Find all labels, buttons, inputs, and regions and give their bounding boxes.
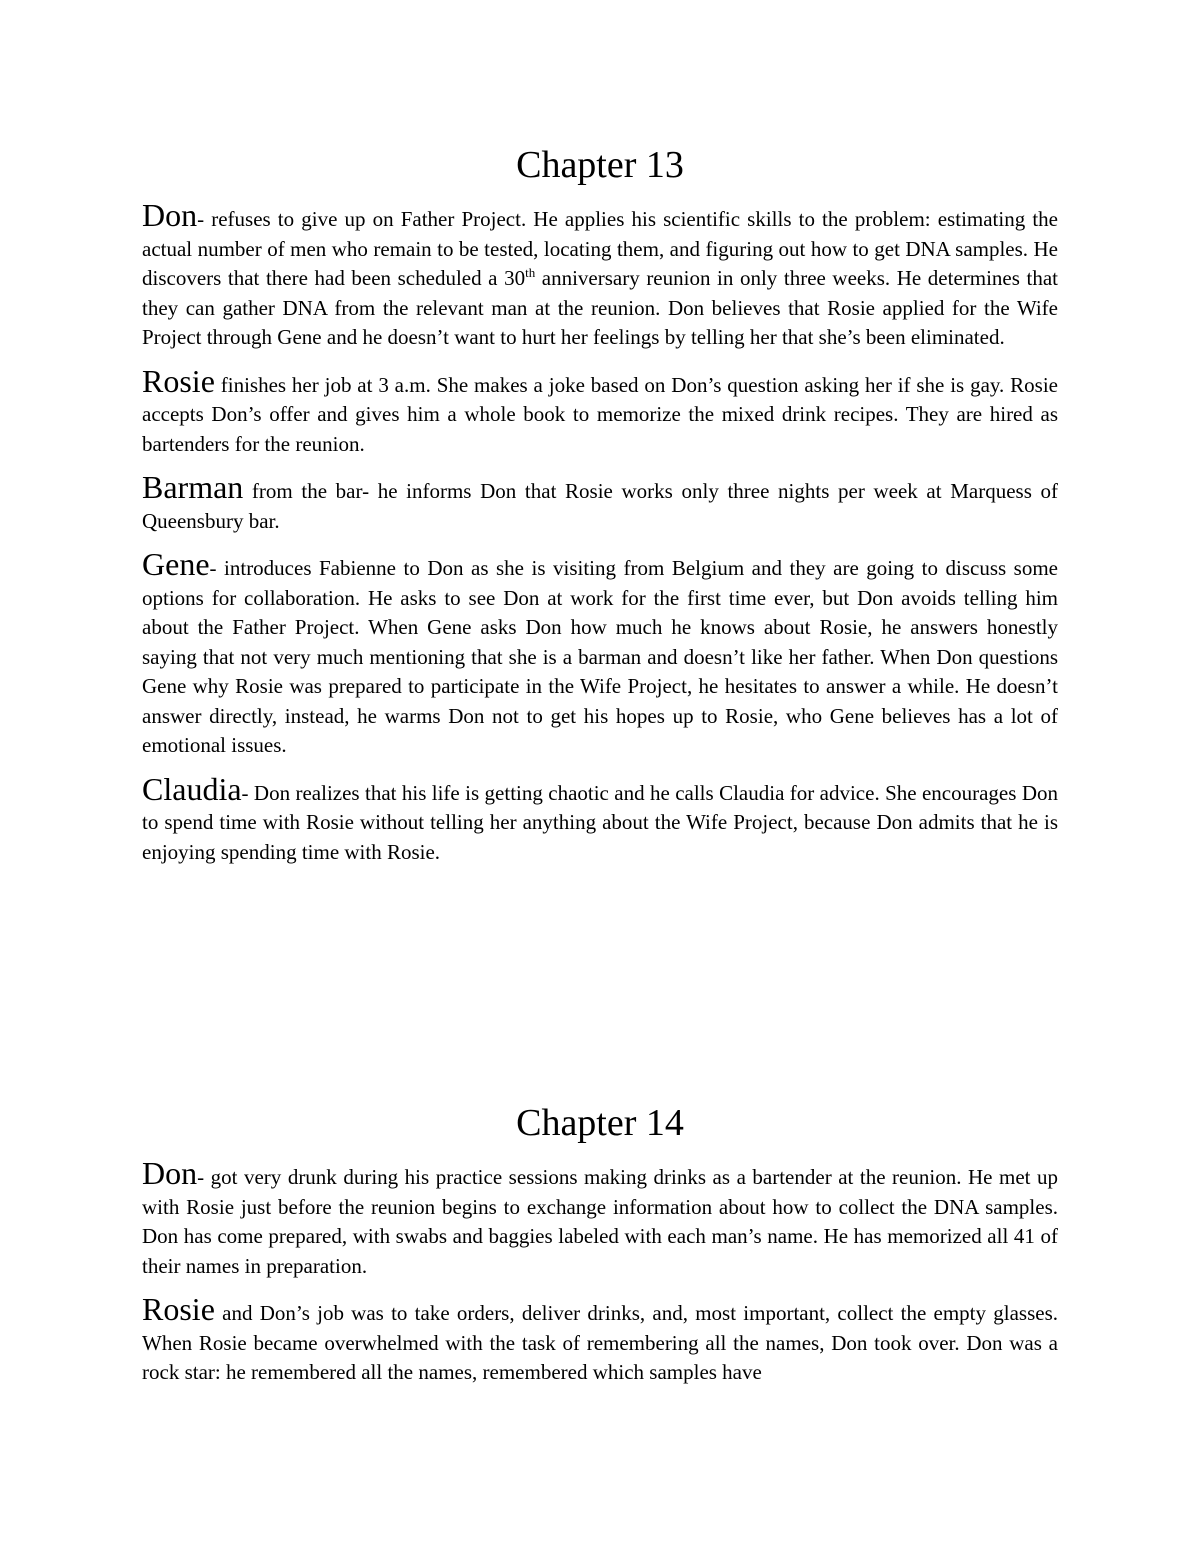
- character-entry-rosie: [142, 1291, 1058, 1388]
- character-entry-don: [142, 1155, 1058, 1281]
- entry-text: and Don’s job was to take orders, deliver drinks, and, most important, collect the empty glasses. When Rosie became overwhelmed with the task of remembering all the names, Don took over. Don was a rock star: he remembered all the names, remembered which samples have: [142, 1301, 1058, 1384]
- character-entry-claudia: [142, 770, 1058, 868]
- character-entry-gene: [142, 546, 1058, 761]
- entry-text: from the bar- he informs Don that Rosie works only three nights per week at Marquess of Queensbury bar.: [142, 479, 1058, 533]
- character-entry-rosie: [142, 362, 1058, 460]
- chapter-title: Chapter 14: [516, 1102, 684, 1144]
- character-name: Don: [142, 197, 198, 233]
- entry-text: Don realizes that his life is getting chaotic and he calls Claudia for advice. She encourages Don to spend time with Rosie without telling her anything about the Wife Project, because Don admits that he is enjoying spending time with Rosie.: [142, 780, 1058, 864]
- name-separator: -: [197, 207, 205, 231]
- character-entry-don: [142, 197, 1058, 353]
- name-separator: -: [209, 556, 217, 580]
- character-name: Claudia: [142, 770, 242, 807]
- entry-text: got very drunk during his practice sessions making drinks as a bartender at the reunion. He met up with Rosie just before the reunion begins to exchange information about how to collect the DNA samples. Don has come prepared, with swabs and baggies labeled with each man’s name. He has memorized all 41 of their names in preparation.: [142, 1165, 1058, 1278]
- entry-text-continued: anniversary reunion in only three weeks. He determines that they can gather DNA from the relevant man at the reunion. Don believes that Rosie applied for the Wife Project through Gene and he doesn’t want to hurt her feelings by telling her that she’s been eliminated.: [142, 266, 1058, 349]
- name-separator: -: [241, 780, 249, 805]
- character-entry-barman: [142, 469, 1058, 536]
- chapter-13-section: [142, 143, 1058, 881]
- entry-text: finishes her job at 3 a.m. She makes a joke based on Don’s question asking her if she is gay. Rosie accepts Don’s offer and gives him a whole book to memorize the mixed drink recipes. They are hired as bartenders for the reunion.: [142, 372, 1058, 456]
- ordinal-superscript: th: [525, 265, 536, 280]
- character-name: Barman: [142, 469, 244, 505]
- character-name: Rosie: [142, 1291, 215, 1327]
- entry-text: introduces Fabienne to Don as she is visiting from Belgium and they are going to discuss some options for collaboration. He asks to see Don at work for the first time ever, but Don avoids telling him about the Father Project. When Gene asks Don how much he knows about Rosie, he answers honestly saying that not very much mentioning that she is a barman and doesn’t like her father. When Don questions Gene why Rosie was prepared to participate in the Wife Project, he hesitates to answer a while. He doesn’t answer directly, instead, he warms Don not to get his hopes up to Rosie, who Gene believes has a lot of emotional issues.: [142, 556, 1058, 757]
- character-name: Rosie: [142, 362, 215, 399]
- character-name: Gene: [142, 546, 210, 582]
- chapter-title: Chapter 13: [516, 144, 684, 186]
- character-name: Don: [142, 1155, 198, 1191]
- chapter-14-section: [142, 1101, 1058, 1402]
- entry-text: refuses to give up on Father Project. He applies his scientific skills to the problem: estimating the actual number of men who remain to be tested, locating them, and figuring out how to get DNA samples. He discovers that there had been scheduled a 30: [142, 207, 1058, 290]
- name-separator: -: [197, 1165, 205, 1189]
